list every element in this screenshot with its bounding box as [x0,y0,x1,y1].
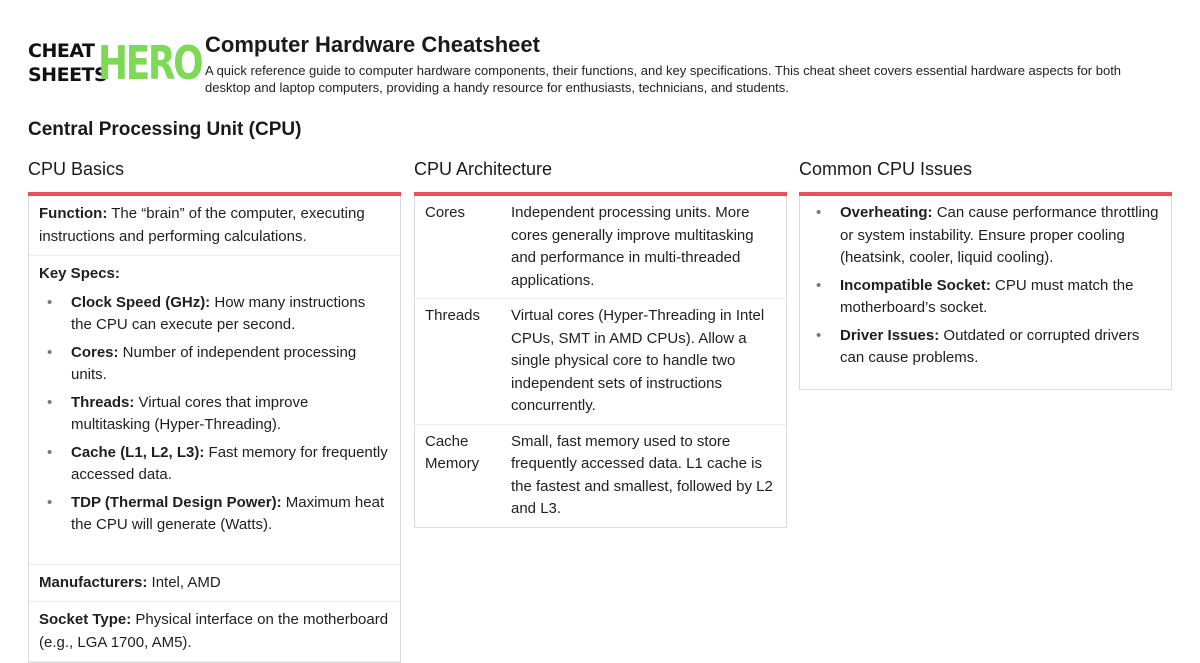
spec-term: Cores: [71,343,119,361]
list-item [39,492,390,537]
page-description: A quick reference guide to computer hardware components, their functions, and key specifications. This cheat sheet covers essential hardware aspects for both desktop and laptop computers, providing a handy resource for enthusiasts, technicians, and students. [205,63,1122,95]
cpu-issues-card [799,196,1172,390]
list-item [810,202,1161,270]
function-row [29,196,400,256]
spec-text: Number of independent processing units. [71,343,357,383]
spec-text: How many instructions the CPU can execute per second. [71,293,366,333]
arch-definition: Independent processing units. More cores generally improve multitasking and performance in multi-threaded applications. [511,204,754,289]
spec-term: Clock Speed (GHz): [71,293,211,311]
list-item [39,392,390,437]
page-title: Computer Hardware Cheatsheet [205,32,540,57]
function-label: Function: [39,205,108,222]
issue-text: Can cause performance throttling or system instability. Ensure proper cooling (heatsink, cooler, liquid cooling). [840,204,1159,266]
manufacturers-row [29,565,400,603]
list-item [39,292,390,337]
manufacturers-text: Intel, AMD [147,573,221,591]
cpu-basics-heading: CPU Basics [28,159,125,179]
list-item [39,442,390,487]
cpu-basics-card [28,196,401,663]
cpu-issues-heading: Common CPU Issues [799,159,973,179]
key-specs-label: Key Specs: [39,265,120,282]
arch-definition: Small, fast memory used to store frequently accessed data. L1 cache is the fastest and smallest, followed by L2 and L3. [511,432,773,517]
list-item [810,275,1161,320]
issue-text: CPU must match the motherboard’s socket. [840,276,1134,316]
key-specs-row [29,256,400,288]
logo-text-cheat: CHEAT [28,40,95,62]
arch-term: Cores [425,204,466,221]
key-specs-list [29,288,400,565]
issue-term: Driver Issues: [840,326,940,344]
manufacturers-label: Manufacturers: [39,573,148,591]
issue-term: Overheating: [840,204,933,221]
arch-term: Threads [425,307,481,324]
cpu-issues-column [799,156,1172,390]
issue-term: Incompatible Socket: [840,276,991,294]
socket-type-label: Socket Type: [39,611,132,628]
socket-type-row [29,602,400,662]
cpu-issues-list [800,196,1171,389]
table-row [415,196,786,299]
cpu-architecture-heading: CPU Architecture [414,159,553,179]
cpu-architecture-card [414,196,787,528]
spec-term: TDP (Thermal Design Power): [71,493,282,511]
spec-term: Cache (L1, L2, L3): [71,443,205,461]
spec-text: Fast memory for frequently accessed data. [71,443,388,483]
section-title: Central Processing Unit (CPU) [28,119,302,140]
logo-text-hero: HERO [98,36,202,90]
spec-text: Virtual cores that improve multitasking (Hyper-Threading). [71,393,309,433]
list-item [810,325,1161,370]
spec-text: Maximum heat the CPU will generate (Watts). [71,493,385,533]
cheatsheets-hero-logo[interactable] [28,36,202,90]
issue-text: Outdated or corrupted drivers can cause problems. [840,326,1140,366]
arch-definition: Virtual cores (Hyper-Threading in Intel CPUs, SMT in AMD CPUs). Allow a single physical core to handle two independent sets of instructions concurrently. [511,307,765,414]
spec-term: Threads: [71,393,135,411]
cpu-basics-column [28,156,401,663]
table-row [415,425,786,527]
list-item [39,342,390,387]
cpu-architecture-column [414,156,787,528]
arch-term: Cache Memory [425,432,480,472]
table-row [415,299,786,425]
socket-type-text: Physical interface on the motherboard (e.g., LGA 1700, AM5). [39,611,389,651]
function-text: The “brain” of the computer, executing instructions and performing calculations. [39,205,365,245]
page-header [28,30,1178,100]
logo-text-sheets: SHEETS [28,64,108,86]
